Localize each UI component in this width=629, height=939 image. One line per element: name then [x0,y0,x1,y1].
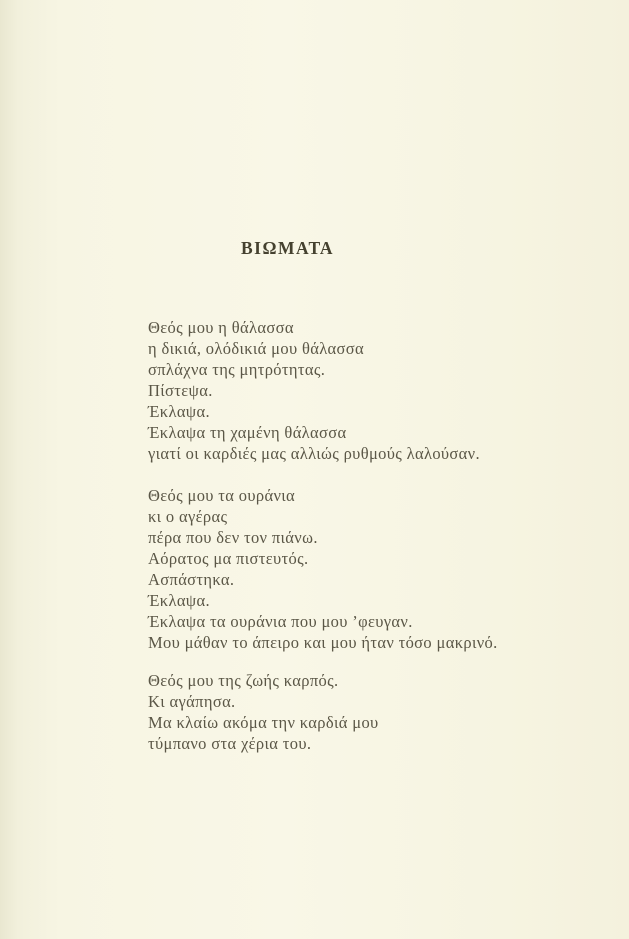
poem-stanza-3 [148,670,379,754]
poem-line: γιατί οι καρδιές μας αλλιώς ρυθμούς λαλούσαν. [148,444,480,463]
poem-title: ΒΙΩΜΑΤΑ [241,238,335,258]
poem-line: Αόρατος μα πιστευτός. [148,549,309,568]
poem-line: Θεός μου της ζωής καρπός. [148,671,339,690]
poem-line: Έκλαψα τη χαμένη θάλασσα [148,423,347,442]
poem-line: Πίστεψα. [148,381,213,400]
poem-line: κι ο αγέρας [148,507,228,526]
poem-stanza-1 [148,317,480,464]
poem-line: σπλάχνα της μητρότητας. [148,360,326,379]
poem-line: Μα κλαίω ακόμα την καρδιά μου [148,713,379,732]
poem-line: πέρα που δεν τον πιάνω. [148,528,318,547]
poem-line: Ασπάστηκα. [148,570,235,589]
poem-line: Έκλαψα. [148,402,210,421]
poem-line: Θεός μου τα ουράνια [148,486,296,505]
poem-line: τύμπανο στα χέρια του. [148,734,312,753]
poem-line: Κι αγάπησα. [148,692,236,711]
poem-line: η δικιά, ολόδικιά μου θάλασσα [148,339,365,358]
poem-line: Μου μάθαν το άπειρο και μου ήταν τόσο μακρινό. [148,633,498,652]
poem-stanza-2 [148,485,498,653]
poem-line: Έκλαψα. [148,591,210,610]
poem-line: Έκλαψα τα ουράνια που μου ’φευγαν. [148,612,413,631]
poem-line: Θεός μου η θάλασσα [148,318,294,337]
